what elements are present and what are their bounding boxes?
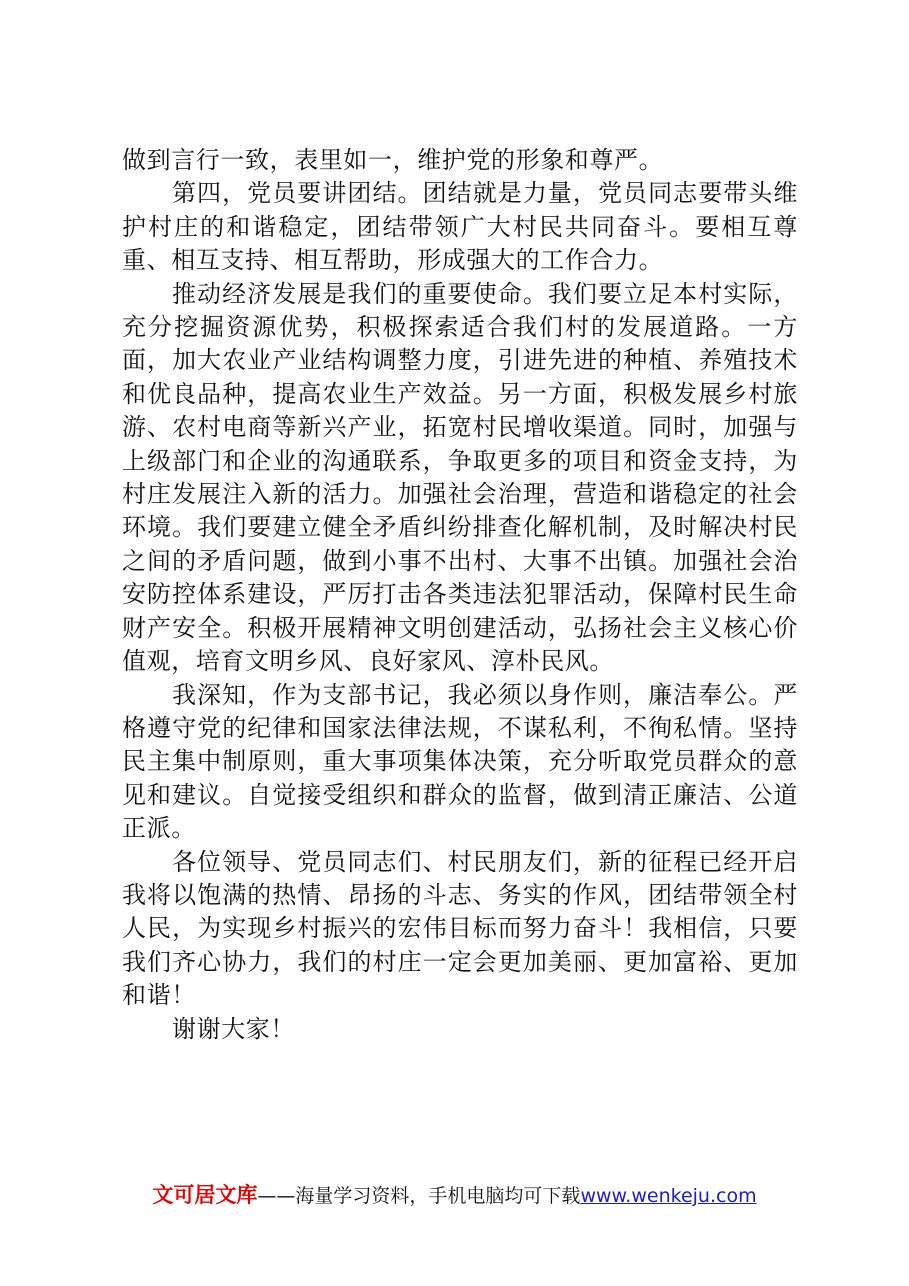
paragraph-closing: 各位领导、党员同志们、村民朋友们，新的征程已经开启我将以饱满的热情、昂扬的斗志、务实的作风，团结带领全村人民，为实现乡村振兴的宏伟目标而努力奋斗！我相信，只要我们齐心协力，我们的村庄一定会更加美丽、更加富裕、更加和谐！ [122, 847, 798, 1010]
paragraph-continuation: 做到言行一致，表里如一，维护党的形象和尊严。 [122, 146, 664, 174]
footer-brand: 文可居文库 [152, 1183, 258, 1207]
footer-site-link[interactable]: www.wenkeju.com [580, 1185, 757, 1207]
paragraph-thanks: 谢谢大家！ [172, 1014, 295, 1043]
paragraph-integrity: 我深知，作为支部书记，我必须以身作则，廉洁奉公。严格遵守党的纪律和国家法律法规，不谋私利，不徇私情。坚持民主集中制原则，重大事项集体决策，充分听取党员群众的意见和建议。自觉接受组织和群众的监督，做到清正廉洁、公道正派。 [122, 680, 798, 843]
paragraph-economic-development: 推动经济发展是我们的重要使命。我们要立足本村实际，充分挖掘资源优势，积极探索适合我们村的发展道路。一方面，加大农业产业结构调整力度，引进先进的种植、养殖技术和优良品种，提高农业生产效益。另一方面，积极发展乡村旅游、农村电商等新兴产业，拓宽村民增收渠道。同时，加强与上级部门和企业的沟通联系，争取更多的项目和资金支持，为村庄发展注入新的活力。加强社会治理，营造和谐稳定的社会环境。我们要建立健全矛盾纠纷排查化解机制，及时解决村民之间的矛盾问题，做到小事不出村、大事不出镇。加强社会治安防控体系建设，严厉打击各类违法犯罪活动，保障村民生命财产安全。积极开展精神文明创建活动，弘扬社会主义核心价值观，培育文明乡风、良好家风、淳朴民风。 [122, 279, 798, 676]
paragraph-unity: 第四，党员要讲团结。团结就是力量，党员同志要带头维护村庄的和谐稳定，团结带领广大村民共同奋斗。要相互尊重、相互支持、相互帮助，形成强大的工作合力。 [122, 179, 798, 275]
footer-tagline: ——海量学习资料，手机电脑均可下载 [257, 1185, 581, 1207]
document-body [122, 144, 798, 1046]
footer-banner [0, 1180, 909, 1211]
